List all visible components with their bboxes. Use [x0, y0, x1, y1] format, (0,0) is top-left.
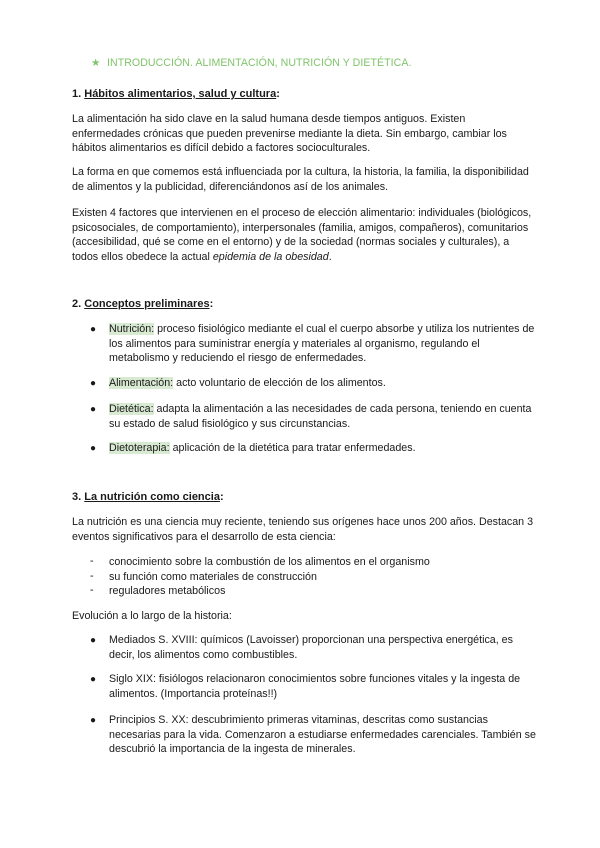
- section-1-heading: 1. Hábitos alimentarios, salud y cultura:: [72, 88, 280, 100]
- bullet-icon: ●: [90, 378, 97, 389]
- section-1-number: 1.: [72, 88, 82, 100]
- section-1-paragraph-2: La forma en que comemos está influenciada por la cultura, la historia, la familia, la disponibilidad de alimentos y la publicidad, diferenciándonos así de los animales.: [72, 166, 529, 193]
- list-item: Mediados S. XVIII: químicos (Lavoisser) proporcionan una perspectiva energética, es decir, los alimentos como combustibles.: [109, 634, 513, 661]
- bullet-icon: ●: [90, 715, 97, 726]
- highlighted-term: Dietética:: [109, 403, 154, 415]
- list-item: Nutrición: proceso fisiológico mediante el cual el cuerpo absorbe y utiliza los nutrientes de los alimentos para suministrar energía y materiales al organismo, regulando el metabolismo y reduciendo el riesgo de enfermedades.: [109, 323, 535, 365]
- section-3-title: La nutrición como ciencia: [84, 491, 220, 503]
- highlighted-term: Nutrición:: [109, 323, 155, 335]
- dash-icon: -: [90, 570, 94, 582]
- star-icon: ★: [91, 57, 101, 69]
- bullet-icon: ●: [90, 443, 97, 454]
- list-item: conocimiento sobre la combustión de los alimentos en el organismo: [109, 556, 430, 568]
- list-item: Principios S. XX: descubrimiento primeras vitaminas, descritas como sustancias necesarias para la vida. Comenzaron a estudiarse enfermedades carenciales. También se descubrió la importancia de la ingesta de minerales.: [109, 714, 536, 756]
- highlighted-term: Alimentación:: [109, 377, 174, 389]
- document-title-text: INTRODUCCIÓN. ALIMENTACIÓN, NUTRICIÓN Y DIETÉTICA.: [107, 57, 412, 69]
- bullet-icon: ●: [90, 635, 97, 646]
- document-title: [91, 57, 411, 69]
- section-3-number: 3.: [72, 491, 82, 503]
- section-3-heading: 3. La nutrición como ciencia:: [72, 491, 224, 503]
- highlighted-term: Dietoterapia:: [109, 442, 170, 454]
- section-3-paragraph-2: Evolución a lo largo de la historia:: [72, 610, 232, 622]
- bullet-icon: ●: [90, 674, 97, 685]
- list-item: Dietética: adapta la alimentación a las necesidades de cada persona, teniendo en cuenta su estado de salud fisiológico y sus circunstancias.: [109, 403, 532, 430]
- section-1-paragraph-3: Existen 4 factores que intervienen en el proceso de elección alimentario: individuales (biológicos, psicosociales, de comportamiento), interpersonales (familia, amigos, compañeros), comunitarios (accesibilidad, qué se come en el entorno) y de la sociedad (normas sociales y culturales), a todos ellos obedece la actual epidemia de la obesidad.: [72, 207, 532, 263]
- bullet-icon: ●: [90, 404, 97, 415]
- list-item: reguladores metabólicos: [109, 585, 226, 597]
- section-1-title: Hábitos alimentarios, salud y cultura: [84, 88, 277, 100]
- bullet-icon: ●: [90, 324, 97, 335]
- list-item: Alimentación: acto voluntario de elección de los alimentos.: [109, 377, 386, 389]
- dash-icon: -: [90, 584, 94, 596]
- emphasis-text: epidemia de la obesidad: [212, 250, 329, 263]
- section-2-number: 2.: [72, 298, 82, 310]
- list-item: Dietoterapia: aplicación de la dietética para tratar enfermedades.: [109, 442, 416, 454]
- section-3-paragraph-1: La nutrición es una ciencia muy reciente, teniendo sus orígenes hace unos 200 años. Destacan 3 eventos significativos para el desarrollo de esta ciencia:: [72, 516, 534, 543]
- list-item: su función como materiales de construcción: [109, 571, 317, 583]
- section-2-heading: 2. Conceptos preliminares:: [72, 298, 214, 310]
- list-item: Siglo XIX: fisiólogos relacionaron conocimientos sobre funciones vitales y la ingesta de alimentos. (Importancia proteínas!!): [109, 673, 521, 700]
- section-1-paragraph-1: La alimentación ha sido clave en la salud humana desde tiempos antiguos. Existen enfermedades crónicas que pueden prevenirse mediante la dieta. Sin embargo, cambiar los hábitos alimentarios es difícil debido a factores socioculturales.: [72, 113, 507, 155]
- section-2-title: Conceptos preliminares: [84, 298, 210, 310]
- dash-icon: -: [90, 555, 94, 567]
